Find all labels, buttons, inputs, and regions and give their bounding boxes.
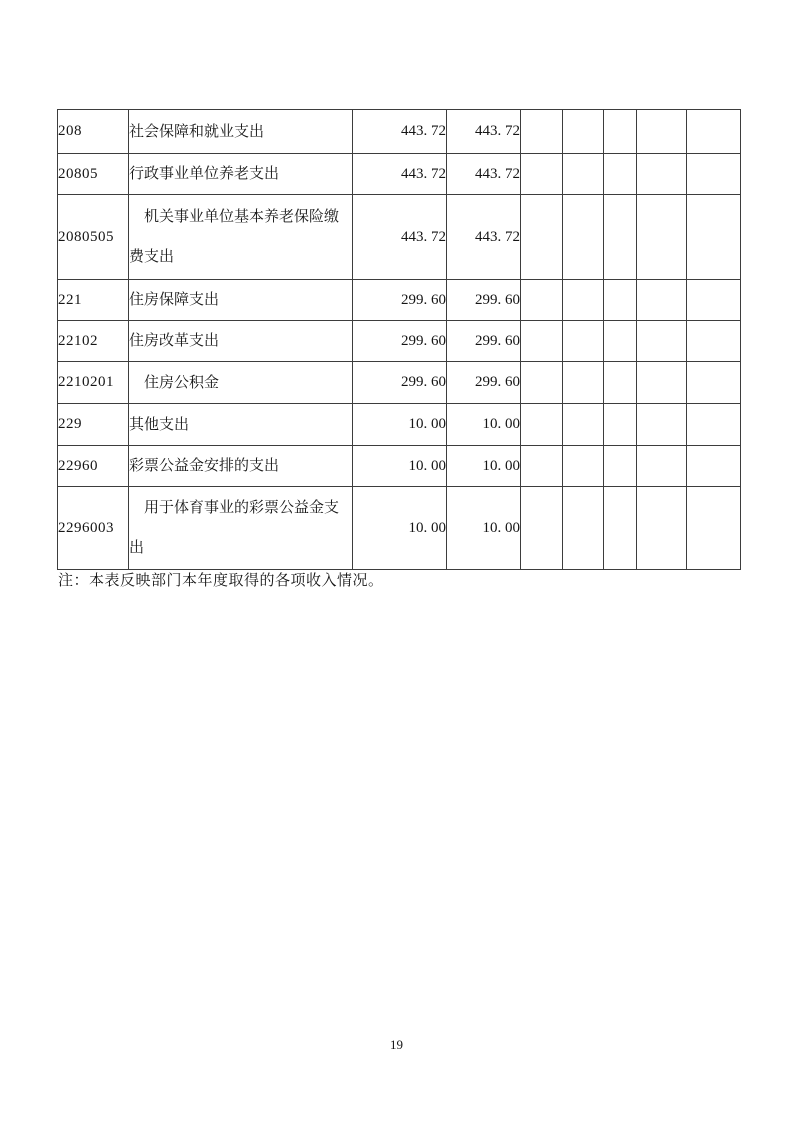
budget-code-cell: 229 — [58, 404, 129, 446]
amount-total-cell: 299. 60 — [353, 321, 447, 362]
budget-code-cell: 208 — [58, 110, 129, 154]
empty-cell — [637, 280, 687, 321]
empty-cell — [687, 110, 741, 154]
amount-total-cell: 10. 00 — [353, 404, 447, 446]
table-row — [58, 404, 741, 446]
table-note: 注：本表反映部门本年度取得的各项收入情况。 — [58, 573, 384, 589]
empty-cell — [563, 110, 604, 154]
budget-code-cell: 20805 — [58, 154, 129, 195]
table-row — [58, 487, 741, 570]
empty-cell — [637, 195, 687, 280]
amount-fiscal-cell: 10. 00 — [447, 404, 521, 446]
empty-cell — [637, 487, 687, 570]
budget-name-cell: 用于体育事业的彩票公益金支出 — [129, 487, 353, 570]
empty-cell — [604, 446, 637, 487]
empty-cell — [521, 404, 563, 446]
empty-cell — [604, 321, 637, 362]
amount-fiscal-cell: 299. 60 — [447, 321, 521, 362]
empty-cell — [563, 362, 604, 404]
amount-fiscal-cell: 299. 60 — [447, 280, 521, 321]
table-row — [58, 321, 741, 362]
amount-total-cell: 299. 60 — [353, 280, 447, 321]
empty-cell — [687, 280, 741, 321]
empty-cell — [604, 110, 637, 154]
empty-cell — [521, 195, 563, 280]
empty-cell — [687, 362, 741, 404]
table-row — [58, 154, 741, 195]
amount-fiscal-cell: 10. 00 — [447, 487, 521, 570]
empty-cell — [637, 321, 687, 362]
empty-cell — [521, 321, 563, 362]
amount-total-cell: 443. 72 — [353, 195, 447, 280]
empty-cell — [563, 280, 604, 321]
empty-cell — [604, 280, 637, 321]
empty-cell — [687, 404, 741, 446]
empty-cell — [687, 195, 741, 280]
empty-cell — [604, 362, 637, 404]
empty-cell — [637, 154, 687, 195]
budget-name-cell: 社会保障和就业支出 — [129, 110, 353, 154]
empty-cell — [687, 321, 741, 362]
amount-total-cell: 443. 72 — [353, 154, 447, 195]
empty-cell — [687, 487, 741, 570]
empty-cell — [637, 362, 687, 404]
empty-cell — [521, 110, 563, 154]
budget-name-cell: 住房改革支出 — [129, 321, 353, 362]
amount-fiscal-cell: 443. 72 — [447, 110, 521, 154]
amount-total-cell: 10. 00 — [353, 487, 447, 570]
empty-cell — [563, 487, 604, 570]
amount-fiscal-cell: 443. 72 — [447, 195, 521, 280]
budget-name-cell: 住房保障支出 — [129, 280, 353, 321]
amount-fiscal-cell: 443. 72 — [447, 154, 521, 195]
budget-code-cell: 22960 — [58, 446, 129, 487]
empty-cell — [521, 362, 563, 404]
page-number: 19 — [390, 1037, 403, 1052]
table-row — [58, 446, 741, 487]
budget-code-cell: 2210201 — [58, 362, 129, 404]
amount-total-cell: 443. 72 — [353, 110, 447, 154]
empty-cell — [563, 195, 604, 280]
budget-name-cell: 机关事业单位基本养老保险缴费支出 — [129, 195, 353, 280]
amount-fiscal-cell: 10. 00 — [447, 446, 521, 487]
budget-name-cell: 住房公积金 — [129, 362, 353, 404]
table-row — [58, 280, 741, 321]
amount-total-cell: 10. 00 — [353, 446, 447, 487]
empty-cell — [563, 446, 604, 487]
empty-cell — [521, 280, 563, 321]
empty-cell — [521, 446, 563, 487]
empty-cell — [604, 404, 637, 446]
empty-cell — [687, 154, 741, 195]
empty-cell — [563, 154, 604, 195]
income-budget-table — [57, 109, 741, 570]
amount-total-cell: 299. 60 — [353, 362, 447, 404]
empty-cell — [563, 404, 604, 446]
empty-cell — [637, 110, 687, 154]
table-row — [58, 110, 741, 154]
empty-cell — [563, 321, 604, 362]
budget-code-cell: 221 — [58, 280, 129, 321]
budget-name-cell: 彩票公益金安排的支出 — [129, 446, 353, 487]
budget-name-cell: 其他支出 — [129, 404, 353, 446]
empty-cell — [521, 154, 563, 195]
budget-code-cell: 22102 — [58, 321, 129, 362]
empty-cell — [604, 487, 637, 570]
table-row — [58, 362, 741, 404]
empty-cell — [604, 195, 637, 280]
empty-cell — [604, 154, 637, 195]
amount-fiscal-cell: 299. 60 — [447, 362, 521, 404]
budget-code-cell: 2080505 — [58, 195, 129, 280]
empty-cell — [637, 404, 687, 446]
empty-cell — [521, 487, 563, 570]
budget-code-cell: 2296003 — [58, 487, 129, 570]
empty-cell — [637, 446, 687, 487]
empty-cell — [687, 446, 741, 487]
table-row — [58, 195, 741, 280]
budget-name-cell: 行政事业单位养老支出 — [129, 154, 353, 195]
